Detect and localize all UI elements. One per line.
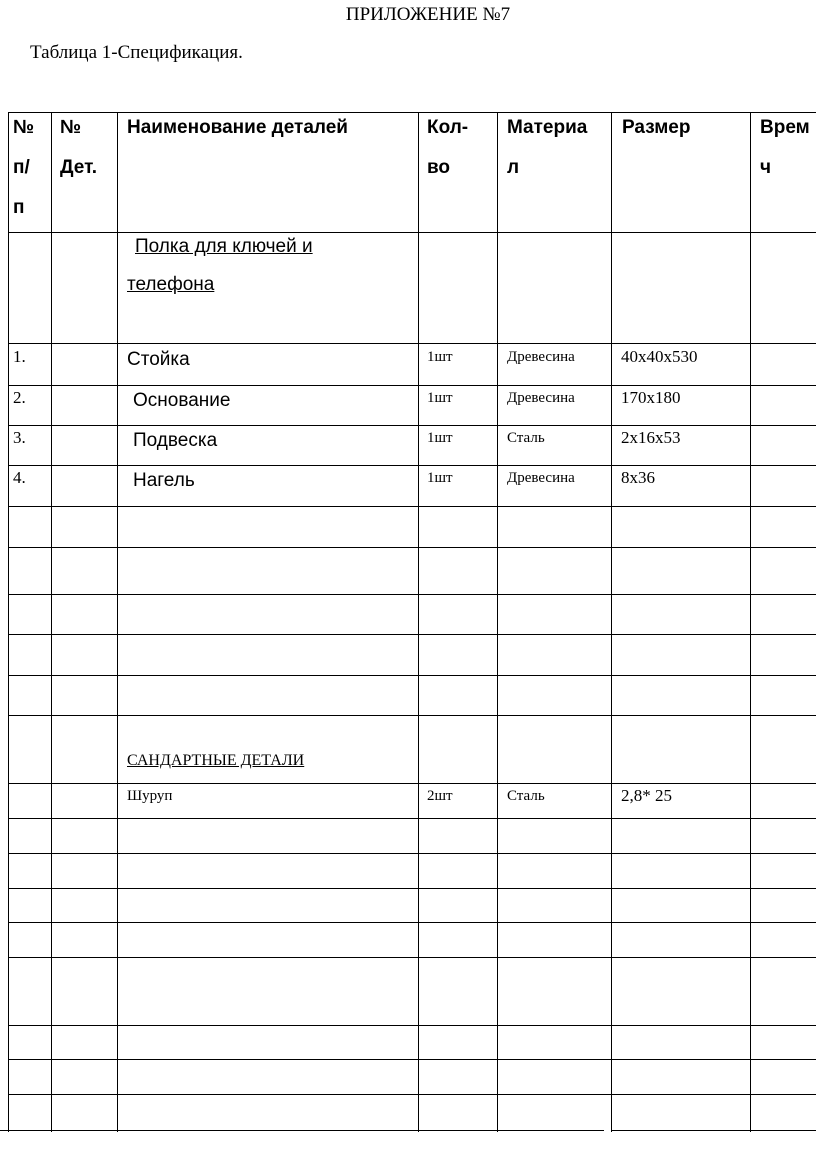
row-divider	[8, 425, 816, 426]
section-title-main	[127, 228, 313, 304]
row-2-material: Древесина	[507, 390, 575, 406]
page-title: ПРИЛОЖЕНИЕ №7	[345, 4, 511, 25]
section-title-main-line1: Полка для ключей и	[135, 236, 313, 257]
row-divider	[8, 343, 816, 344]
column-divider	[611, 112, 612, 1132]
standard-row-1-name: Шуруп	[127, 788, 173, 804]
row-2-num: 2.	[13, 388, 26, 407]
row-divider	[8, 675, 816, 676]
row-1-size: 40х40х530	[621, 347, 698, 366]
header-material-line1: Материа	[507, 117, 588, 138]
row-divider	[8, 715, 816, 716]
row-4-material: Древесина	[507, 470, 575, 486]
row-4-num: 4.	[13, 468, 26, 487]
row-3-material: Сталь	[507, 430, 545, 446]
header-time-line2: ч	[760, 157, 772, 178]
section-title-standard: САНДАРТНЫЕ ДЕТАЛИ	[127, 752, 305, 769]
row-divider	[8, 888, 816, 889]
row-divider	[8, 594, 816, 595]
row-1-material: Древесина	[507, 349, 575, 365]
header-time-line1: Врем	[760, 117, 810, 138]
header-num-cell	[13, 108, 34, 228]
row-1-qty: 1шт	[427, 349, 453, 365]
header-name: Наименование деталей	[127, 117, 348, 138]
row-divider	[8, 385, 816, 386]
standard-row-1-size: 2,8* 25	[621, 786, 672, 805]
header-qty-line2: во	[427, 157, 451, 178]
header-size: Размер	[622, 117, 691, 138]
header-part-num-line2: Дет.	[60, 157, 97, 178]
header-num-line2: п/	[13, 157, 30, 178]
row-2-size: 170х180	[621, 388, 681, 407]
row-3-qty: 1шт	[427, 430, 453, 446]
column-divider	[418, 112, 419, 1132]
row-divider	[8, 957, 816, 958]
row-1-name: Стойка	[127, 349, 190, 370]
section-title-main-line2: телефона	[127, 274, 215, 295]
table-caption: Таблица 1-Спецификация.	[30, 42, 243, 63]
row-divider	[8, 1059, 816, 1060]
row-divider	[8, 634, 816, 635]
row-divider	[8, 1094, 816, 1095]
header-material-cell	[507, 108, 587, 188]
row-3-size: 2х16х53	[621, 428, 681, 447]
row-divider	[8, 922, 816, 923]
header-qty-line1: Кол-	[427, 117, 469, 138]
row-divider	[8, 465, 816, 466]
header-qty-cell	[427, 108, 468, 188]
table-border-left	[8, 112, 9, 1132]
column-divider	[750, 112, 751, 1132]
header-material-line2: л	[507, 157, 520, 178]
row-1-num: 1.	[13, 347, 26, 366]
row-divider	[8, 506, 816, 507]
header-num-line1: №	[13, 117, 35, 138]
row-divider	[8, 1025, 816, 1026]
row-4-name: Нагель	[133, 470, 195, 491]
row-3-name: Подвеска	[133, 430, 218, 451]
row-divider	[8, 783, 816, 784]
row-4-size: 8х36	[621, 468, 655, 487]
header-time-cell	[760, 108, 810, 188]
header-num-line3: п	[13, 197, 25, 218]
row-2-name: Основание	[133, 390, 231, 411]
standard-row-1-material: Сталь	[507, 788, 545, 804]
row-divider	[8, 853, 816, 854]
header-part-num-line1: №	[60, 117, 82, 138]
standard-row-1-qty: 2шт	[427, 788, 453, 804]
header-part-num-cell	[60, 108, 97, 188]
column-divider	[51, 112, 52, 1132]
column-divider	[497, 112, 498, 1132]
table-border-bottom-right	[611, 1130, 816, 1131]
row-2-qty: 1шт	[427, 390, 453, 406]
column-divider	[117, 112, 118, 1132]
row-divider	[8, 818, 816, 819]
row-4-qty: 1шт	[427, 470, 453, 486]
row-divider	[8, 547, 816, 548]
row-3-num: 3.	[13, 428, 26, 447]
table-border-bottom-left	[0, 1130, 604, 1131]
